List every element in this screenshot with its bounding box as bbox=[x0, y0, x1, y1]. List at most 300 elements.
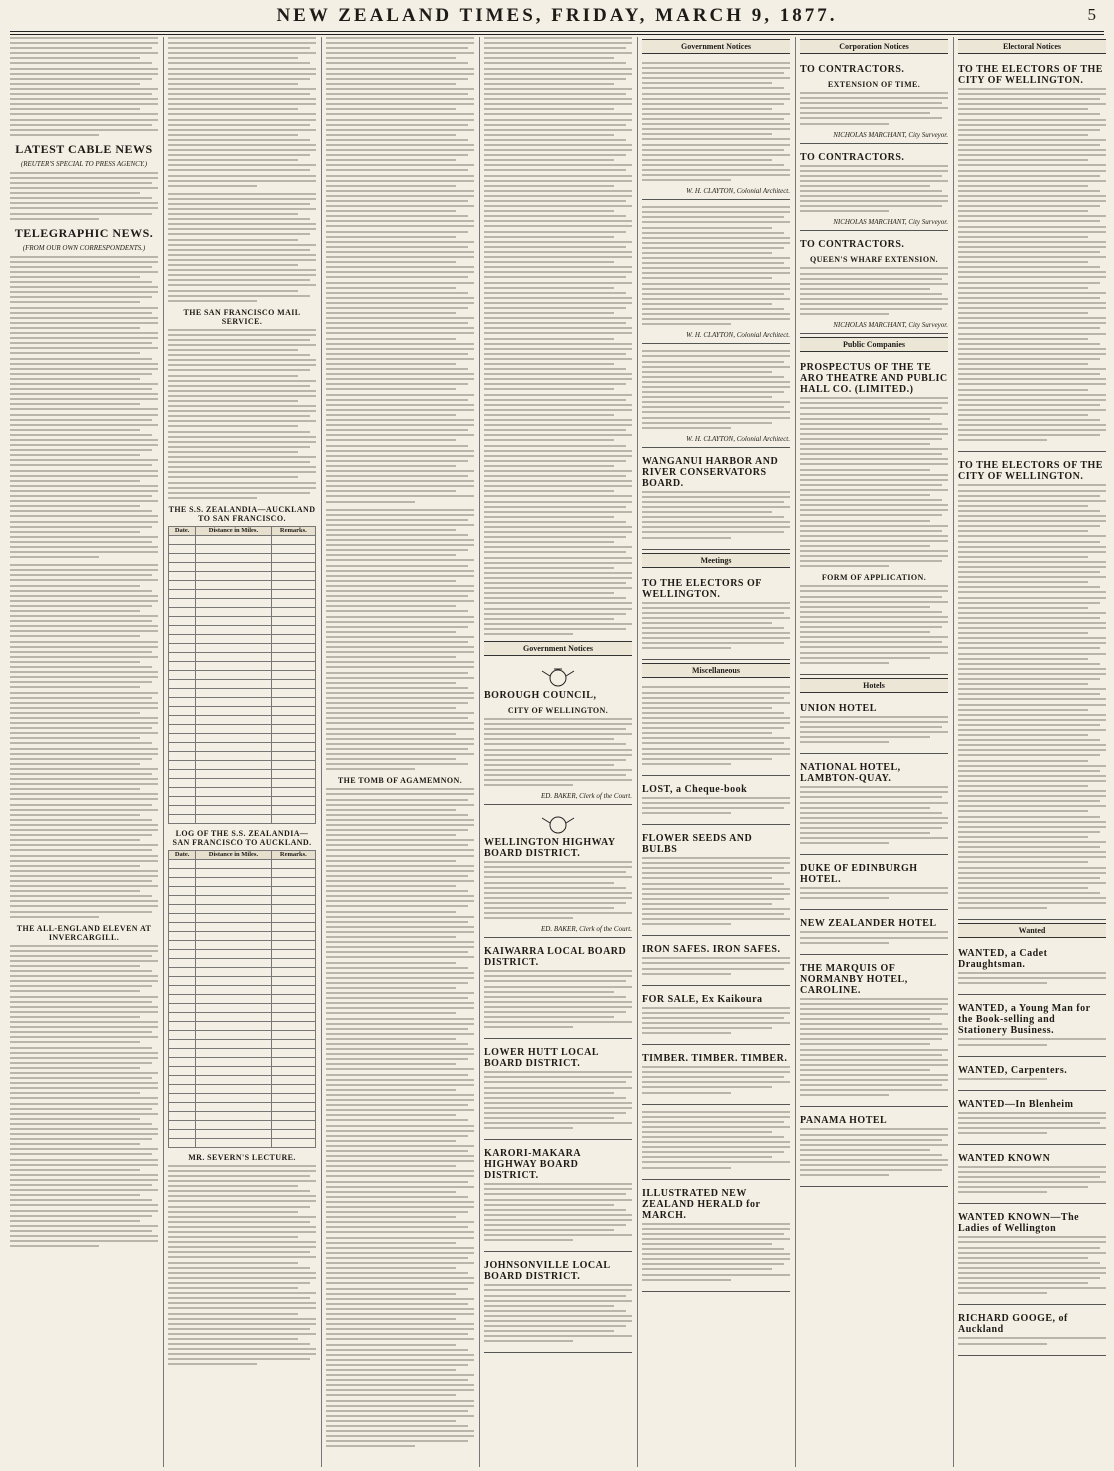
text-line bbox=[484, 210, 614, 212]
text-line bbox=[484, 302, 632, 304]
table-cell bbox=[169, 643, 196, 652]
text-line bbox=[642, 267, 790, 269]
text-line bbox=[958, 836, 1088, 838]
table-header: Remarks. bbox=[271, 526, 315, 535]
notice-signature: ED. BAKER, Clerk of the Court. bbox=[541, 925, 632, 934]
text-line bbox=[958, 154, 1106, 156]
text-line bbox=[10, 945, 158, 947]
text-line bbox=[958, 785, 1088, 787]
text-line bbox=[168, 1267, 310, 1269]
text-line bbox=[642, 1156, 772, 1158]
table-row bbox=[169, 931, 316, 940]
text-line bbox=[800, 812, 942, 814]
table-cell bbox=[196, 814, 271, 823]
text-line bbox=[10, 950, 158, 952]
text-line bbox=[642, 1228, 790, 1230]
text-line bbox=[326, 814, 468, 816]
text-line bbox=[10, 78, 152, 80]
text-line bbox=[484, 231, 626, 233]
text-line bbox=[958, 1112, 1106, 1114]
text-line bbox=[10, 510, 152, 512]
table-cell bbox=[271, 1093, 315, 1102]
text-line bbox=[168, 193, 316, 195]
text-line bbox=[958, 276, 1106, 278]
text-line bbox=[484, 779, 632, 781]
text-line bbox=[484, 266, 632, 268]
text-line bbox=[484, 52, 632, 54]
text-line bbox=[642, 1233, 784, 1235]
text-line bbox=[642, 1248, 784, 1250]
text-line bbox=[958, 1241, 1106, 1243]
text-line bbox=[326, 1359, 474, 1361]
text-line bbox=[10, 327, 140, 329]
text-line bbox=[10, 900, 158, 902]
text-line bbox=[800, 565, 889, 567]
text-line bbox=[800, 117, 942, 119]
text-line bbox=[800, 842, 889, 844]
text-line bbox=[484, 144, 632, 146]
text-line bbox=[10, 916, 99, 918]
table-cell bbox=[196, 697, 271, 706]
text-line bbox=[484, 1102, 632, 1104]
text-line bbox=[484, 531, 632, 533]
text-line bbox=[484, 455, 632, 457]
text-line bbox=[10, 569, 158, 571]
text-line bbox=[168, 471, 316, 473]
table-row bbox=[169, 1138, 316, 1147]
text-line bbox=[10, 42, 158, 44]
text-line bbox=[642, 1086, 772, 1088]
reuters-note: (REUTER'S SPECIAL TO PRESS AGENCY.) bbox=[20, 159, 148, 168]
prospectus-title: PROSPECTUS OF THE TE ARO THEATRE AND PUBLIC HALL CO. (LIMITED.) bbox=[800, 362, 948, 396]
text-line bbox=[958, 877, 1100, 879]
text-line bbox=[326, 1226, 468, 1228]
text-line bbox=[958, 541, 1100, 543]
table-cell bbox=[169, 688, 196, 697]
form-heading: FORM OF APPLICATION. bbox=[821, 573, 927, 583]
text-line bbox=[326, 992, 474, 994]
text-line bbox=[326, 169, 468, 171]
text-line bbox=[800, 641, 942, 643]
article-text bbox=[326, 509, 474, 771]
text-line bbox=[642, 888, 790, 890]
text-line bbox=[484, 1295, 626, 1297]
text-line bbox=[958, 658, 1088, 660]
text-line bbox=[326, 1405, 474, 1407]
text-line bbox=[10, 630, 158, 632]
table-row bbox=[169, 670, 316, 679]
text-line bbox=[958, 698, 1106, 700]
text-line bbox=[326, 404, 474, 406]
voyage-log-table bbox=[168, 850, 316, 1148]
text-line bbox=[10, 1138, 152, 1140]
table-cell bbox=[169, 625, 196, 634]
table-cell bbox=[196, 778, 271, 787]
table-row bbox=[169, 1075, 316, 1084]
text-line bbox=[800, 499, 942, 501]
text-line bbox=[10, 875, 158, 877]
text-line bbox=[958, 907, 1047, 909]
text-line bbox=[10, 773, 152, 775]
text-line bbox=[484, 88, 632, 90]
text-line bbox=[958, 164, 1106, 166]
text-line bbox=[10, 296, 152, 298]
text-line bbox=[958, 551, 1106, 553]
text-line bbox=[800, 601, 948, 603]
text-line bbox=[800, 827, 942, 829]
ad-title: WANTED—In Blenheim bbox=[958, 1098, 1074, 1110]
text-line bbox=[484, 363, 614, 365]
table-cell bbox=[271, 940, 315, 949]
table-cell bbox=[169, 931, 196, 940]
text-line bbox=[10, 970, 152, 972]
text-line bbox=[10, 1113, 158, 1115]
table-row bbox=[169, 589, 316, 598]
text-line bbox=[800, 560, 942, 562]
text-line bbox=[642, 501, 784, 503]
text-line bbox=[642, 221, 790, 223]
text-line bbox=[326, 445, 468, 447]
text-line bbox=[484, 557, 632, 559]
text-line bbox=[10, 480, 140, 482]
table-cell bbox=[196, 751, 271, 760]
text-line bbox=[10, 814, 140, 816]
text-line bbox=[958, 378, 1106, 380]
voyage-log-table bbox=[168, 526, 316, 824]
text-line bbox=[326, 332, 474, 334]
text-line bbox=[10, 62, 152, 64]
ad-duke-hotel bbox=[800, 858, 948, 910]
text-line bbox=[168, 456, 316, 458]
text-line bbox=[10, 57, 140, 59]
text-line bbox=[642, 962, 790, 964]
text-line bbox=[958, 688, 1106, 690]
table-cell bbox=[196, 589, 271, 598]
text-line bbox=[168, 169, 310, 171]
table-cell bbox=[271, 787, 315, 796]
text-line bbox=[800, 726, 942, 728]
text-line bbox=[10, 276, 140, 278]
text-line bbox=[958, 394, 1106, 396]
text-line bbox=[958, 368, 1106, 370]
text-line bbox=[958, 790, 1106, 792]
text-line bbox=[800, 453, 942, 455]
text-line bbox=[800, 937, 948, 939]
text-line bbox=[800, 652, 948, 654]
text-line bbox=[10, 737, 140, 739]
text-line bbox=[958, 510, 1100, 512]
ad-wanted-5 bbox=[958, 1148, 1106, 1204]
text-line bbox=[642, 908, 790, 910]
text-line bbox=[958, 261, 1088, 263]
table-cell bbox=[271, 931, 315, 940]
text-line bbox=[958, 190, 1100, 192]
text-line bbox=[10, 855, 158, 857]
table-cell bbox=[169, 553, 196, 562]
text-line bbox=[168, 108, 298, 110]
text-line bbox=[958, 734, 1088, 736]
notice-electors-city-2 bbox=[958, 455, 1106, 920]
text-line bbox=[642, 686, 790, 688]
table-row bbox=[169, 1039, 316, 1048]
text-line bbox=[326, 1349, 468, 1351]
text-line bbox=[958, 505, 1088, 507]
text-line bbox=[642, 371, 772, 373]
text-line bbox=[10, 895, 152, 897]
text-line bbox=[326, 1201, 474, 1203]
text-line bbox=[642, 812, 731, 814]
text-line bbox=[168, 62, 310, 64]
text-line bbox=[642, 216, 784, 218]
text-line bbox=[484, 718, 632, 720]
text-line bbox=[326, 52, 474, 54]
text-line bbox=[10, 37, 158, 39]
text-line bbox=[484, 628, 626, 630]
text-line bbox=[10, 113, 158, 115]
text-line bbox=[642, 722, 790, 724]
text-line bbox=[326, 554, 456, 556]
text-line bbox=[800, 1043, 930, 1045]
text-line bbox=[958, 251, 1100, 253]
text-line bbox=[642, 627, 784, 629]
table-cell bbox=[271, 859, 315, 868]
text-line bbox=[326, 1328, 474, 1330]
text-line bbox=[484, 1239, 573, 1241]
text-line bbox=[642, 293, 784, 295]
text-line bbox=[484, 460, 626, 462]
text-line bbox=[958, 977, 1106, 979]
text-line bbox=[326, 702, 468, 704]
text-line bbox=[10, 342, 152, 344]
text-line bbox=[484, 332, 632, 334]
ad-title: TIMBER. TIMBER. TIMBER. bbox=[642, 1053, 788, 1065]
text-line bbox=[484, 42, 632, 44]
text-line bbox=[10, 758, 152, 760]
text-line bbox=[800, 998, 948, 1000]
ad-title: DUKE OF EDINBURGH HOTEL. bbox=[800, 863, 918, 886]
text-line bbox=[326, 465, 456, 467]
column-divider bbox=[953, 37, 954, 1467]
text-line bbox=[800, 796, 942, 798]
text-line bbox=[326, 1007, 474, 1009]
text-line bbox=[958, 144, 1100, 146]
table-cell bbox=[169, 607, 196, 616]
notice-borough-council bbox=[484, 661, 632, 805]
text-line bbox=[642, 303, 772, 305]
text-line bbox=[326, 722, 474, 724]
text-line bbox=[10, 197, 152, 199]
text-line bbox=[326, 672, 468, 674]
text-line bbox=[326, 1379, 468, 1381]
text-line bbox=[10, 860, 158, 862]
table-row bbox=[169, 1003, 316, 1012]
notice-contractors-3 bbox=[800, 234, 948, 334]
notice-title: BOROUGH COUNCIL, bbox=[484, 689, 597, 701]
text-line bbox=[10, 352, 140, 354]
ad-union-hotel bbox=[800, 698, 948, 754]
text-line bbox=[800, 469, 930, 471]
text-line bbox=[958, 882, 1106, 884]
article-text bbox=[10, 945, 158, 1248]
text-line bbox=[326, 1435, 474, 1437]
text-line bbox=[800, 1149, 930, 1151]
text-line bbox=[800, 606, 930, 608]
text-line bbox=[958, 389, 1088, 391]
text-line bbox=[484, 1021, 632, 1023]
text-line bbox=[10, 641, 158, 643]
text-line bbox=[10, 172, 158, 174]
text-line bbox=[800, 802, 948, 804]
text-line bbox=[10, 1031, 152, 1033]
text-line bbox=[484, 154, 626, 156]
text-line bbox=[642, 227, 772, 229]
text-line bbox=[484, 1097, 626, 1099]
text-line bbox=[326, 839, 474, 841]
text-line bbox=[168, 349, 298, 351]
text-line bbox=[958, 1171, 1106, 1173]
text-line bbox=[958, 744, 1106, 746]
text-line bbox=[484, 784, 573, 786]
text-line bbox=[642, 427, 731, 429]
table-row bbox=[169, 778, 316, 787]
text-line bbox=[326, 231, 468, 233]
text-line bbox=[958, 500, 1106, 502]
text-line bbox=[642, 637, 790, 639]
all-england-heading: THE ALL-ENGLAND ELEVEN AT INVERCARGILL. bbox=[16, 923, 152, 942]
log-2-heading: LOG OF THE S.S. ZEALANDIA—SAN FRANCISCO TO AUCKLAND. bbox=[172, 828, 312, 847]
table-cell bbox=[169, 859, 196, 868]
text-line bbox=[168, 228, 316, 230]
table-cell bbox=[169, 751, 196, 760]
text-line bbox=[326, 215, 468, 217]
table-cell bbox=[196, 913, 271, 922]
text-line bbox=[484, 562, 632, 564]
text-line bbox=[326, 621, 474, 623]
text-line bbox=[958, 586, 1100, 588]
text-line bbox=[642, 862, 790, 864]
text-line bbox=[326, 865, 474, 867]
text-line bbox=[958, 1044, 1047, 1046]
text-line bbox=[484, 282, 632, 284]
text-line bbox=[326, 195, 474, 197]
table-cell bbox=[196, 1111, 271, 1120]
text-line bbox=[168, 1353, 316, 1355]
text-line bbox=[958, 816, 1100, 818]
text-line bbox=[484, 602, 632, 604]
text-line bbox=[800, 185, 930, 187]
text-line bbox=[484, 343, 632, 345]
text-line bbox=[326, 220, 474, 222]
ad-title: RICHARD GOOGE, of Auckland bbox=[958, 1313, 1068, 1336]
text-line bbox=[10, 1220, 140, 1222]
table-cell bbox=[196, 1039, 271, 1048]
text-line bbox=[10, 1118, 140, 1120]
text-line bbox=[484, 597, 626, 599]
text-line bbox=[484, 129, 632, 131]
table-cell bbox=[169, 598, 196, 607]
notice-title: TO CONTRACTORS. bbox=[800, 64, 905, 75]
ad-illustrated-herald bbox=[642, 1183, 790, 1292]
table-cell bbox=[169, 1012, 196, 1021]
text-line bbox=[326, 753, 474, 755]
text-line bbox=[958, 622, 1106, 624]
text-line bbox=[10, 347, 158, 349]
text-line bbox=[326, 1231, 474, 1233]
table-row bbox=[169, 733, 316, 742]
text-line bbox=[484, 256, 632, 258]
table-row bbox=[169, 634, 316, 643]
column-divider bbox=[795, 37, 796, 1467]
text-line bbox=[326, 261, 456, 263]
text-line bbox=[642, 521, 790, 523]
text-line bbox=[800, 1084, 942, 1086]
text-line bbox=[10, 337, 158, 339]
text-line bbox=[326, 997, 468, 999]
table-cell bbox=[271, 1102, 315, 1111]
text-line bbox=[642, 232, 784, 234]
text-line bbox=[958, 419, 1100, 421]
text-line bbox=[326, 875, 468, 877]
text-line bbox=[168, 269, 316, 271]
table-cell bbox=[169, 715, 196, 724]
text-line bbox=[958, 525, 1100, 527]
text-line bbox=[800, 616, 948, 618]
table-cell bbox=[196, 904, 271, 913]
table-cell bbox=[169, 1111, 196, 1120]
table-cell bbox=[169, 976, 196, 985]
text-line bbox=[800, 1023, 942, 1025]
text-line bbox=[958, 358, 1100, 360]
text-line bbox=[958, 129, 1100, 131]
text-line bbox=[958, 103, 1106, 105]
text-line bbox=[326, 763, 468, 765]
text-line bbox=[958, 856, 1106, 858]
text-line bbox=[642, 355, 790, 357]
text-line bbox=[10, 1011, 158, 1013]
text-line bbox=[168, 329, 316, 331]
notice-subtitle: EXTENSION OF TIME. bbox=[827, 80, 921, 89]
text-line bbox=[642, 298, 790, 300]
text-line bbox=[10, 536, 158, 538]
text-line bbox=[958, 484, 1106, 486]
notice-partnership bbox=[642, 683, 790, 775]
text-line bbox=[10, 955, 152, 957]
ad-title: WANTED, a Cadet Draughtsman. bbox=[958, 948, 1048, 971]
text-line bbox=[10, 960, 158, 962]
text-line bbox=[168, 1241, 316, 1243]
table-cell bbox=[196, 607, 271, 616]
table-cell bbox=[271, 544, 315, 553]
text-line bbox=[958, 632, 1088, 634]
text-line bbox=[958, 627, 1106, 629]
text-line bbox=[800, 489, 948, 491]
text-line bbox=[484, 516, 614, 518]
text-line bbox=[326, 967, 468, 969]
text-line bbox=[10, 885, 158, 887]
text-line bbox=[326, 190, 474, 192]
text-line bbox=[10, 615, 158, 617]
text-line bbox=[642, 697, 784, 699]
text-line bbox=[484, 83, 614, 85]
text-line bbox=[484, 902, 626, 904]
text-line bbox=[168, 461, 310, 463]
text-line bbox=[326, 210, 456, 212]
text-line bbox=[326, 697, 474, 699]
text-line bbox=[10, 620, 152, 622]
table-cell bbox=[169, 706, 196, 715]
text-line bbox=[326, 692, 474, 694]
text-line bbox=[642, 647, 731, 649]
